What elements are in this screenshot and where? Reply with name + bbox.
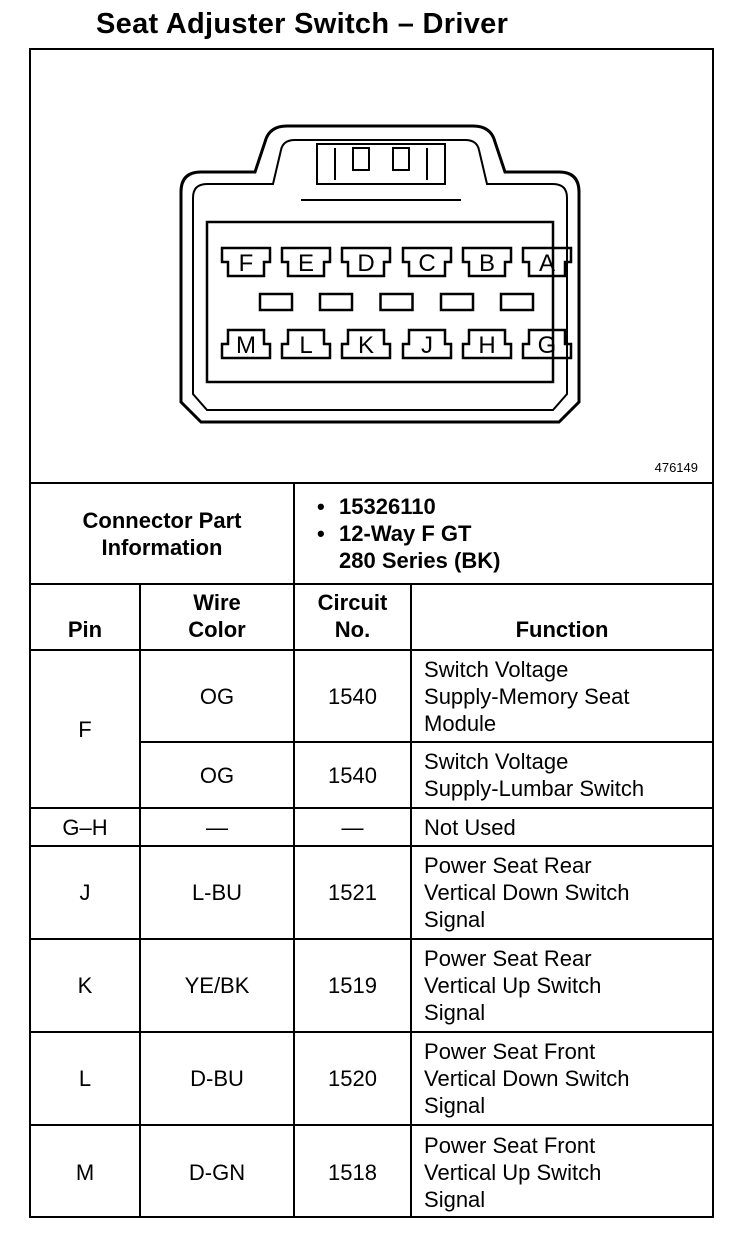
connector-face-drawing: [31, 50, 712, 482]
circuit-cell: 1519: [294, 939, 411, 1032]
header-pin: [31, 584, 140, 650]
header-function: [411, 584, 712, 650]
page-title: Seat Adjuster Switch – Driver: [96, 8, 509, 40]
connector-latch: [317, 144, 445, 184]
connector-type-line1: 12-Way F GT: [339, 521, 472, 546]
pin-label: B: [478, 250, 496, 277]
circuit-cell: —: [294, 808, 411, 846]
header-wire-label-1: Wire: [193, 590, 241, 615]
pin-label: A: [538, 250, 556, 277]
connector-info-values: [294, 484, 712, 584]
pin-b: [463, 248, 511, 277]
circuit-cell: 1540: [294, 650, 411, 742]
wire-color-cell: D-GN: [140, 1125, 294, 1218]
connector-info-row: [31, 484, 712, 584]
function-cell: [411, 939, 712, 1032]
function-line: Not Used: [424, 814, 516, 840]
pin-k: [342, 330, 390, 359]
connector-diagram: [31, 50, 712, 484]
wire-color-cell: —: [140, 808, 294, 846]
header-pin-label: Pin: [67, 617, 103, 642]
function-line: Vertical Down Switch: [424, 880, 630, 905]
pin-spacer: [441, 294, 473, 310]
connector-info-label-line1: Connector Part: [82, 507, 242, 533]
function-line: Signal: [424, 1000, 486, 1025]
pin-label: G: [537, 332, 557, 359]
pin-g: [523, 330, 571, 359]
pin-cell: F: [31, 650, 140, 808]
connector-type-line2: 280 Series (BK): [339, 548, 501, 573]
pin-cell: K: [31, 939, 140, 1032]
wire-color-cell: YE/BK: [140, 939, 294, 1032]
pin-cell: G–H: [31, 808, 140, 846]
function-line: Supply-Lumbar Switch: [424, 776, 645, 801]
table-row: [31, 808, 712, 846]
function-line: Signal: [424, 1186, 486, 1212]
function-line: Signal: [424, 907, 486, 932]
wire-color-cell: OG: [140, 650, 294, 742]
connector-type: [317, 520, 712, 547]
function-line: Supply-Memory Seat: [424, 683, 630, 709]
function-line: Vertical Up Switch: [424, 1159, 602, 1185]
table-row: [31, 1125, 712, 1218]
pin-label: F: [238, 250, 254, 277]
wire-color-cell: D-BU: [140, 1032, 294, 1125]
pin-j: [403, 330, 451, 359]
pin-cell: M: [31, 1125, 140, 1218]
function-cell: [411, 846, 712, 939]
function-cell: [411, 742, 712, 808]
wire-color-cell: L-BU: [140, 846, 294, 939]
pin-c: [403, 248, 451, 277]
connector-sheet: [29, 48, 714, 1218]
circuit-cell: 1521: [294, 846, 411, 939]
pin-spacer: [320, 294, 352, 310]
pin-label: E: [297, 250, 315, 277]
function-cell: [411, 1125, 712, 1218]
pin-m: [222, 330, 270, 359]
circuit-cell: 1540: [294, 742, 411, 808]
pin-label: M: [236, 332, 256, 359]
bullet-icon: •: [317, 494, 325, 519]
pin-label: K: [357, 332, 375, 359]
pin-row-bottom: [222, 330, 571, 359]
function-line: Power Seat Front: [424, 1132, 596, 1158]
function-line: Switch Voltage: [424, 749, 569, 774]
pin-label: D: [357, 250, 375, 277]
circuit-cell: 1520: [294, 1032, 411, 1125]
pin-cell: L: [31, 1032, 140, 1125]
pin-label: L: [299, 332, 313, 359]
pin-f: [222, 248, 270, 277]
header-circuit-label-2: No.: [334, 617, 371, 642]
function-line: Power Seat Rear: [424, 853, 592, 878]
pin-d: [342, 248, 390, 277]
header-function-label: Function: [515, 617, 609, 642]
header-wire-color: [140, 584, 294, 650]
function-cell: [411, 650, 712, 742]
bullet-icon: •: [317, 521, 325, 546]
function-line: Switch Voltage: [424, 656, 569, 682]
part-number-value: 15326110: [339, 494, 436, 519]
pin-label: C: [418, 250, 436, 277]
function-line: Vertical Down Switch: [424, 1066, 630, 1091]
pin-label: J: [421, 332, 433, 359]
function-cell: [411, 808, 712, 846]
table-row: [31, 939, 712, 1032]
pin-spacer: [260, 294, 292, 310]
function-cell: [411, 1032, 712, 1125]
part-number: [317, 493, 712, 520]
pin-row-spacers: [260, 294, 533, 310]
pinout-table: [31, 484, 712, 1218]
table-header-row: [31, 584, 712, 650]
pin-row-top: [222, 248, 571, 277]
table-row: [31, 846, 712, 939]
function-line: Power Seat Rear: [424, 946, 592, 971]
header-circuit-no: [294, 584, 411, 650]
function-line: Vertical Up Switch: [424, 973, 602, 998]
pin-h: [463, 330, 511, 359]
pin-e: [282, 248, 330, 277]
pin-cell: J: [31, 846, 140, 939]
pin-spacer: [501, 294, 533, 310]
connector-info-label: [31, 484, 294, 584]
wire-color-cell: OG: [140, 742, 294, 808]
function-line: Power Seat Front: [424, 1039, 596, 1064]
pin-a: [523, 248, 571, 277]
pin-spacer: [381, 294, 413, 310]
connector-info-label-line2: Information: [101, 534, 223, 560]
function-line: Signal: [424, 1093, 486, 1118]
header-circuit-label-1: Circuit: [317, 590, 388, 615]
circuit-cell: 1518: [294, 1125, 411, 1218]
pin-l: [282, 330, 330, 359]
function-line: Module: [424, 710, 497, 736]
table-row: [31, 650, 712, 742]
header-wire-label-2: Color: [188, 617, 246, 642]
pin-label: H: [478, 332, 496, 359]
table-row: [31, 1032, 712, 1125]
figure-id: 476149: [654, 460, 698, 475]
